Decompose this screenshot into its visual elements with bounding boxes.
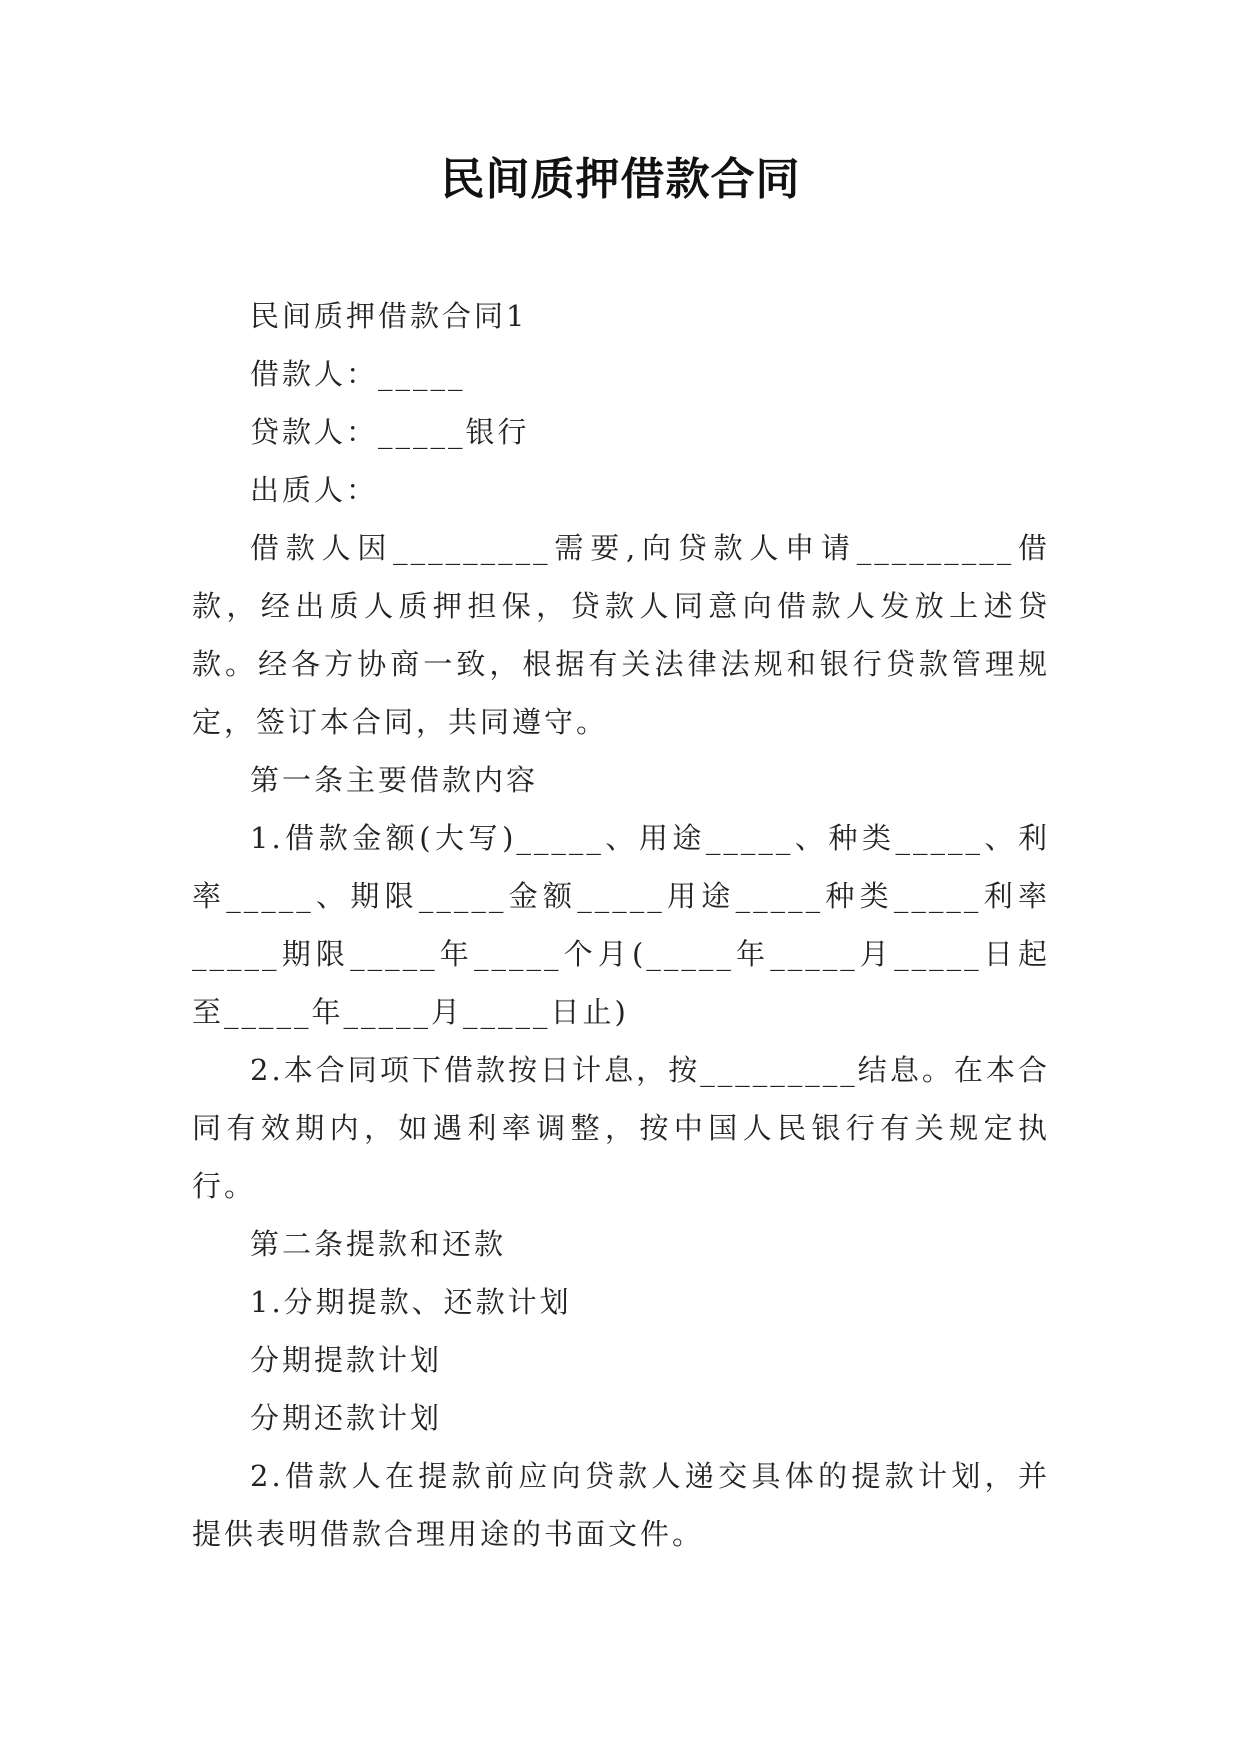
repayment-plan-line: 分期还款计划: [250, 1401, 443, 1435]
article-2-clause-1: 1.分期提款、还款计划: [250, 1285, 572, 1319]
pledgor-line: 出质人：: [250, 473, 379, 507]
document-body: [192, 287, 1050, 1563]
borrower-line: 借款人：_____: [250, 357, 466, 391]
lender-line: 贷款人：_____银行: [250, 415, 530, 449]
article-1-clause-2: 2.本合同项下借款按日计息，按_________结息。在本合同有效期内，如遇利率调整，按中国人民银行有关规定执行。: [192, 1053, 1050, 1203]
document-title: 民间质押借款合同: [440, 154, 801, 205]
article-1-heading: 第一条主要借款内容: [250, 763, 539, 797]
article-2-clause-2: 2.借款人在提款前应向贷款人递交具体的提款计划，并提供表明借款合理用途的书面文件。: [192, 1459, 1050, 1551]
drawdown-plan-line: 分期提款计划: [250, 1343, 443, 1377]
article-1-clause-1: 1.借款金额(大写)_____、用途_____、种类_____、利率_____、期限_____金额_____用途_____种类_____利率_____期限_____年_____个月(_____年_____月_____日起至_____年_____月_____日止): [192, 821, 1050, 1029]
contract-heading: 民间质押借款合同1: [250, 299, 528, 333]
article-2-heading: 第二条提款和还款: [250, 1227, 507, 1261]
preamble-paragraph: 借款人因_________需要,向贷款人申请_________借款，经出质人质押担保，贷款人同意向借款人发放上述贷款。经各方协商一致，根据有关法律法规和银行贷款管理规定，签订本合同，共同遵守。: [192, 531, 1050, 739]
